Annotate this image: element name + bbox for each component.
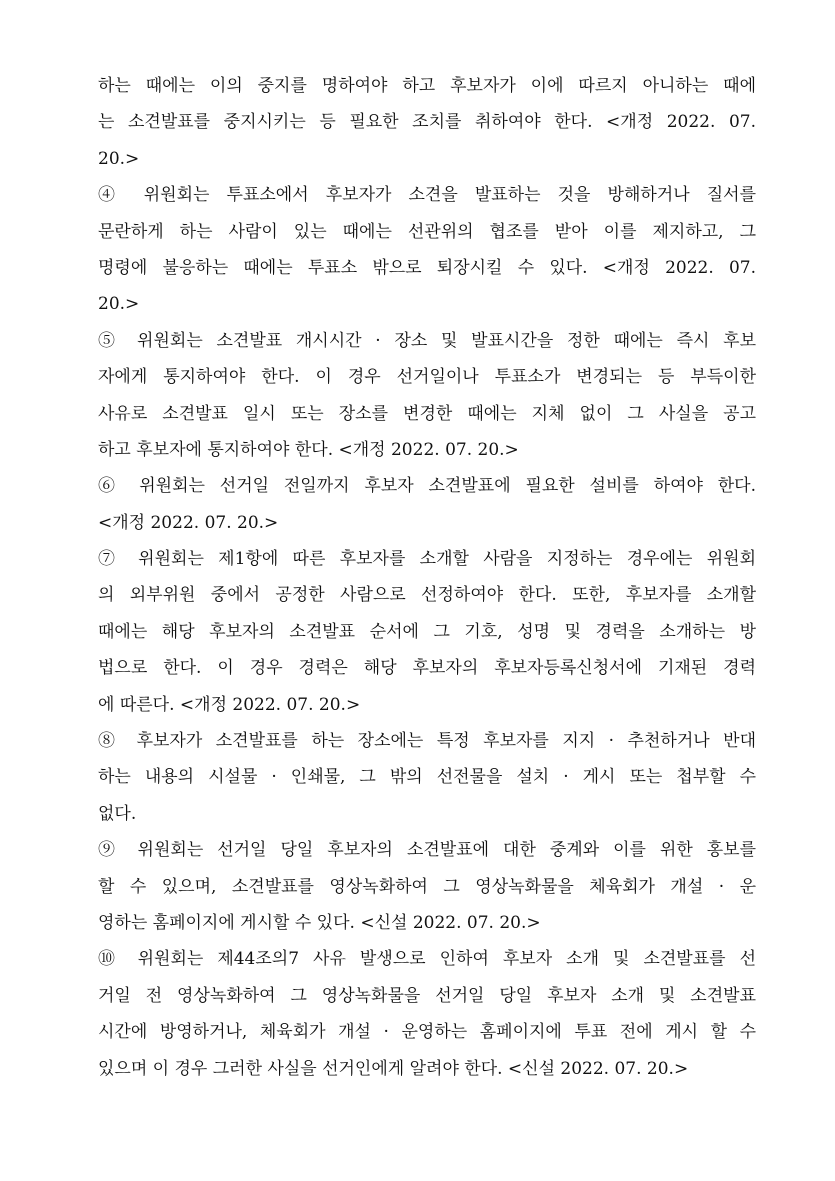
- text-line: 20.>: [98, 294, 140, 315]
- text-line: 에 따른다. <개정 2022. 07. 20.>: [98, 694, 361, 715]
- text-line: 할 수 있으며, 소견발표를 영상녹화하여 그 영상녹화물을 체육회가 개설 · 운: [98, 876, 756, 897]
- regulation-text-body: [98, 73, 756, 1092]
- text-line: 영하는 홈페이지에 게시할 수 있다. <신설 2022. 07. 20.>: [98, 912, 541, 933]
- text-line: 때에는 해당 후보자의 소견발표 순서에 그 기호, 성명 및 경력을 소개하는 방: [98, 621, 756, 642]
- text-line: 하는 내용의 시설물 · 인쇄물, 그 밖의 선전물을 설치 · 게시 또는 첩부할 수: [98, 767, 756, 788]
- text-line: 문란하게 하는 사람이 있는 때에는 선관위의 협조를 받아 이를 제지하고, 그: [98, 221, 756, 242]
- clause-4-line: ④ 위원회는 투표소에서 후보자가 소견을 발표하는 것을 방해하거나 질서를: [98, 185, 756, 206]
- text-line: 명령에 불응하는 때에는 투표소 밖으로 퇴장시킬 수 있다. <개정 2022. 07.: [98, 257, 756, 278]
- clause-8-line: ⑧ 후보자가 소견발표를 하는 장소에는 특정 후보자를 지지 · 추천하거나 반대: [98, 731, 756, 752]
- clause-7-line: ⑦ 위원회는 제1항에 따른 후보자를 소개할 사람을 지정하는 경우에는 위원회: [98, 549, 756, 570]
- text-line: 20.>: [98, 148, 140, 169]
- clause-9-line: ⑨ 위원회는 선거일 당일 후보자의 소견발표에 대한 중계와 이를 위한 홍보를: [98, 840, 756, 861]
- text-line: 하는 때에는 이의 중지를 명하여야 하고 후보자가 이에 따르지 아니하는 때에: [98, 76, 756, 96]
- text-line: 는 소견발표를 중지시키는 등 필요한 조치를 취하여야 한다. <개정 2022. 07.: [98, 112, 756, 133]
- text-line: 하고 후보자에 통지하여야 한다. <개정 2022. 07. 20.>: [98, 439, 519, 460]
- text-line: 거일 전 영상녹화하여 그 영상녹화물을 선거일 당일 후보자 소개 및 소견발표: [98, 985, 756, 1006]
- clause-5-line: ⑤ 위원회는 소견발표 개시시간 · 장소 및 발표시간을 정한 때에는 즉시 후보: [98, 330, 756, 351]
- text-line: 법으로 한다. 이 경우 경력은 해당 후보자의 후보자등록신청서에 기재된 경력: [98, 658, 756, 679]
- text-line: 의 외부위원 중에서 공정한 사람으로 선정하여야 한다. 또한, 후보자를 소개할: [98, 585, 756, 606]
- text-line: 자에게 통지하여야 한다. 이 경우 선거일이나 투표소가 변경되는 등 부득이한: [98, 367, 756, 388]
- text-line: 사유로 소견발표 일시 또는 장소를 변경한 때에는 지체 없이 그 사실을 공고: [98, 403, 756, 424]
- text-line: 없다.: [98, 803, 137, 824]
- clause-6-line: ⑥ 위원회는 선거일 전일까지 후보자 소견발표에 필요한 설비를 하여야 한다.: [98, 476, 756, 497]
- text-line: <개정 2022. 07. 20.>: [98, 512, 279, 533]
- text-line: 시간에 방영하거나, 체육회가 개설 · 운영하는 홈페이지에 투표 전에 게시 할 수: [98, 1022, 756, 1043]
- text-line: 있으며 이 경우 그러한 사실을 선거인에게 알려야 한다. <신설 2022. 07. 20.>: [98, 1058, 689, 1079]
- clause-10-line: ⑩ 위원회는 제44조의7 사유 발생으로 인하여 후보자 소개 및 소견발표를 선: [98, 949, 756, 970]
